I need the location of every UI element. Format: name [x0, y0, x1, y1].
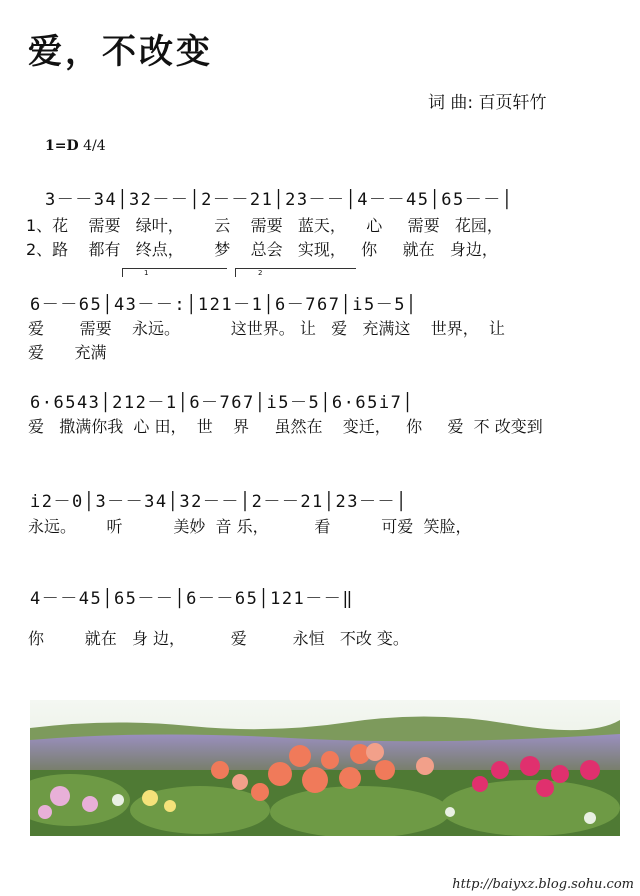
second-ending-bracket — [235, 268, 356, 277]
second-ending-number: 2 — [258, 269, 263, 277]
key-signature — [45, 138, 106, 154]
notation-row-3: 6·6543│212－1│6－767│i5－5│6·65i7│ — [30, 393, 415, 413]
time-signature: 4/4 — [83, 138, 106, 154]
notation-row-2: 6－－65│43－－:│121－1│6－767│i5－5│ — [30, 295, 418, 315]
notation-row-5: 4－－45│65－－│6－－65│121－－‖ — [30, 589, 355, 609]
lyrics-row-2-line-2: 爱 充满 — [28, 343, 107, 362]
song-title: 爱，不改变 — [28, 32, 213, 72]
lyrics-row-1-verse-1: 1、花 需要 绿叶， 云 需要 蓝天， 心 需要 花园， — [26, 216, 503, 235]
key-tonic: 1=D — [45, 138, 79, 154]
lyrics-row-1-verse-2: 2、路 都有 终点， 梦 总会 实现， 你 就在 身边， — [26, 240, 498, 259]
credits: 词 曲: 百页轩竹 — [428, 93, 547, 113]
notation-row-4: i2－0│3－－34│32－－│2－－21│23－－│ — [30, 492, 408, 512]
lyrics-row-2-line-1: 爱 需要 永远。 这世界。 让 爱 充满这 世界， 让 — [28, 319, 505, 338]
first-ending-number: 1 — [144, 269, 149, 277]
watermark-url: http://baiyxz.blog.sohu.com — [452, 877, 634, 892]
first-ending-bracket — [122, 268, 227, 277]
flower-garden-photo — [30, 700, 620, 836]
lyrics-row-4: 永远。 听 美妙 音 乐， 看 可爱 笑脸， — [28, 517, 472, 536]
lyrics-row-5: 你 就在 身 边， 爱 永恒 不改 变。 — [28, 629, 409, 648]
notation-row-1: 3－－34│32－－│2－－21│23－－│4－－45│65－－│ — [45, 190, 514, 210]
flower-garden-illustration — [30, 700, 620, 836]
lyrics-row-3: 爱 撒满你我 心 田， 世 界 虽然在 变迁， 你 爱 不 改变到 — [28, 417, 543, 436]
